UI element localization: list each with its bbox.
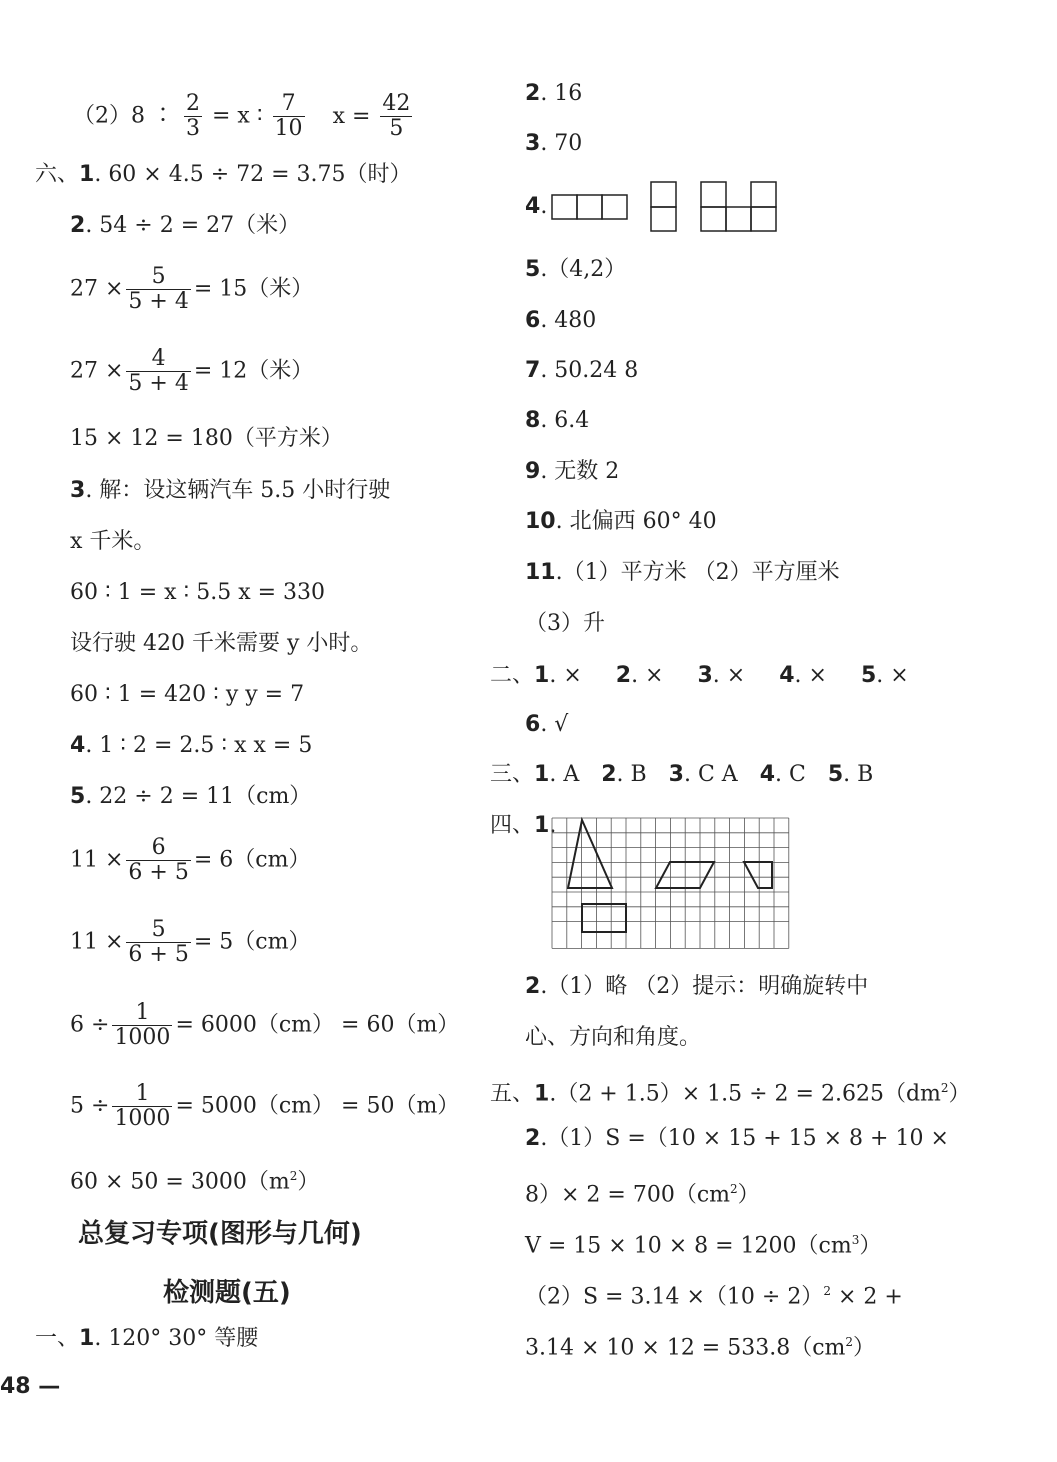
answer-line: [525, 1125, 949, 1153]
text: = 6000（cm） = 60（m）: [175, 1012, 460, 1038]
answer-line: [70, 681, 304, 709]
question-number: 9: [525, 459, 541, 484]
text: . 1 ∶ 2 = 2.5 ∶ x x = 5: [85, 733, 313, 758]
numerator: 6: [126, 836, 190, 861]
text: . 北偏西 60° 40: [555, 509, 717, 534]
superscript: 2: [940, 1081, 949, 1095]
answer-line: [70, 918, 310, 967]
answer-line: [490, 812, 556, 840]
denominator: 1000: [114, 1106, 171, 1131]
answer-line: [525, 1175, 760, 1209]
numerator: 1: [112, 1082, 172, 1107]
fraction: [273, 92, 305, 141]
superscript: 3: [851, 1233, 860, 1247]
question-number: 2: [70, 213, 86, 238]
text: 6 ÷: [70, 1012, 110, 1038]
text: . B: [616, 762, 647, 787]
text: . B: [843, 762, 874, 787]
answer-line: [525, 559, 840, 587]
text: . 50.24 8: [540, 358, 639, 383]
section-label: 三、: [490, 762, 535, 787]
answer-line: [70, 836, 310, 885]
text: ）: [948, 1081, 971, 1107]
answer-line: [525, 80, 582, 108]
answer-line: [525, 407, 589, 435]
question-number: 4: [779, 663, 795, 688]
denominator: 10: [274, 116, 303, 141]
text: = 15（米）: [193, 276, 314, 302]
section-heading: 总复习专项(图形与几何): [78, 1219, 362, 1249]
text: . 22 ÷ 2 = 11（cm）: [85, 784, 312, 809]
fraction: [126, 265, 190, 314]
page-number: 48 —: [0, 1374, 61, 1399]
front-view-diagram: [552, 195, 627, 219]
answer-line: [70, 1001, 459, 1050]
superscript: 2: [730, 1182, 738, 1196]
denominator: 5 + 4: [128, 371, 189, 396]
question-number: 5: [827, 762, 844, 787]
text: .: [540, 194, 548, 219]
answer-line: [525, 973, 868, 1001]
answer-line: [70, 425, 343, 453]
answer-line: [70, 528, 155, 556]
text: .（1）S =（10 × 15 + 15 × 8 + 10 ×: [540, 1126, 949, 1151]
text: = x ∶: [212, 103, 263, 129]
numerator: 5: [126, 265, 190, 290]
question-number: 8: [525, 408, 541, 433]
text: ）: [297, 1169, 320, 1195]
text: = 5000（cm） = 50（m）: [175, 1093, 460, 1119]
section-label: 四、: [490, 813, 535, 838]
superscript: 2: [289, 1169, 298, 1183]
numerator: 5: [126, 918, 190, 943]
answer-line: [70, 477, 390, 505]
text: . 无数 2: [540, 459, 620, 484]
text: . 解：设这辆汽车 5.5 小时行驶: [85, 478, 391, 503]
answer-line: [70, 1082, 459, 1131]
text: （2）S = 3.14 ×（10 ÷ 2）: [525, 1284, 824, 1310]
denominator: 6 + 5: [128, 860, 189, 885]
text: ）: [859, 1233, 882, 1259]
fraction: [380, 92, 412, 141]
text: 27 ×: [70, 276, 124, 302]
question-number: 1: [534, 813, 550, 838]
text: 11 ×: [70, 847, 124, 873]
answer-line: [525, 307, 596, 335]
text: . C A: [683, 762, 738, 787]
text: .: [549, 813, 557, 838]
fraction: [112, 1082, 172, 1131]
answer-line: [35, 161, 412, 189]
grid-figure: [552, 818, 790, 950]
question-number: 2: [525, 1126, 541, 1151]
fraction: [126, 836, 190, 885]
text: = 12（米）: [193, 358, 314, 384]
denominator: 5 + 4: [128, 289, 189, 314]
text: 8）× 2 = 700（cm: [525, 1182, 731, 1208]
answer-line: [70, 347, 313, 396]
answer-line: [490, 1074, 971, 1108]
text: = 5（cm）: [193, 929, 311, 955]
side-view-diagram: [651, 182, 676, 231]
answer-line: [70, 630, 372, 658]
text: x 千米。: [70, 529, 156, 554]
text: 心、方向和角度。: [525, 1025, 702, 1050]
answer-line: [525, 610, 605, 638]
question-number: 7: [525, 358, 541, 383]
text: . ×: [876, 663, 909, 688]
text: .（2 + 1.5）× 1.5 ÷ 2 = 2.625（dm: [549, 1081, 941, 1107]
fraction: [126, 918, 190, 967]
question-number: 2: [525, 974, 541, 999]
question-number: 6: [525, 712, 541, 737]
fraction: [184, 92, 202, 141]
text: . ×: [549, 663, 582, 688]
text: ）: [737, 1182, 760, 1208]
text: （3）升: [525, 611, 605, 636]
answer-line: [70, 732, 312, 760]
question-number: 4: [70, 733, 86, 758]
text: V = 15 × 10 × 8 = 1200（cm: [525, 1233, 852, 1259]
section-label: 二、: [490, 663, 535, 688]
section-label: 五、: [490, 1081, 535, 1107]
trapezoid-shape: [744, 862, 772, 888]
question-number: 3: [70, 478, 86, 503]
answer-line: [490, 662, 909, 690]
answer-line: [525, 130, 582, 158]
answer-line: [70, 212, 300, 240]
answer-line: [525, 1277, 903, 1311]
text: ）: [853, 1335, 876, 1361]
text: 设行驶 420 千米需要 y 小时。: [70, 631, 373, 656]
text: 60 ∶ 1 = 420 ∶ y y = 7: [70, 682, 305, 707]
answer-line: [73, 92, 415, 141]
denominator: 6 + 5: [128, 942, 189, 967]
text: .（1）平方米 （2）平方厘米: [555, 560, 840, 585]
question-number: 2: [601, 762, 617, 787]
text: = 6（cm）: [193, 847, 311, 873]
question-number: 4: [525, 194, 541, 219]
question-number: 10: [525, 509, 556, 534]
numerator: 7: [273, 92, 305, 117]
text: x =: [332, 103, 371, 129]
text: . A: [549, 762, 580, 787]
superscript: 2: [845, 1335, 854, 1349]
question-number: 1: [534, 663, 550, 688]
question-number: 5: [525, 257, 541, 282]
question-number: 3: [697, 663, 713, 688]
question-number: 5: [70, 784, 86, 809]
top-view-diagram: [701, 182, 776, 231]
text: 5 ÷: [70, 1093, 110, 1119]
answer-line: [525, 1226, 881, 1260]
text: . √: [540, 712, 569, 737]
text: 3.14 × 10 × 12 = 533.8（cm: [525, 1335, 846, 1361]
answer-line: [525, 1024, 701, 1052]
answer-line: [70, 783, 311, 811]
answer-line: [70, 579, 325, 607]
text: 15 × 12 = 180（平方米）: [70, 426, 343, 451]
numerator: 2: [186, 91, 200, 116]
question-number: 1: [534, 762, 550, 787]
question-number: 1: [79, 1326, 95, 1351]
text: . 120° 30° 等腰: [94, 1326, 259, 1351]
text: . 54 ÷ 2 = 27（米）: [85, 213, 301, 238]
fraction: [112, 1001, 172, 1050]
text: . 16: [540, 81, 583, 106]
question-number: 3: [525, 131, 541, 156]
question-number: 5: [860, 663, 877, 688]
text: 27 ×: [70, 358, 124, 384]
answer-line: [70, 265, 313, 314]
superscript: 2: [823, 1284, 831, 1298]
question-number: 6: [525, 308, 541, 333]
text: . ×: [631, 663, 664, 688]
section-label: 六、: [35, 162, 80, 187]
answer-line: [525, 508, 717, 536]
question-number: 3: [668, 762, 684, 787]
text: . C: [775, 762, 806, 787]
text: . ×: [712, 663, 746, 688]
answer-line: [525, 357, 638, 385]
denominator: 5: [389, 116, 404, 141]
text: 60 × 50 = 3000（m: [70, 1169, 290, 1195]
fraction: [126, 347, 190, 396]
view-diagrams: [550, 180, 780, 235]
question-number: 2: [615, 663, 632, 688]
answer-line: [490, 761, 873, 789]
question-number: 1: [534, 1081, 550, 1107]
answer-line: [525, 256, 626, 284]
text: 11 ×: [70, 929, 124, 955]
text: × 2 +: [830, 1284, 903, 1310]
answer-line: [525, 711, 568, 739]
grid-lines: [552, 818, 789, 948]
answer-line: [525, 458, 619, 486]
answer-line: [525, 193, 547, 221]
numerator: 4: [126, 347, 190, 372]
answer-line: [35, 1325, 258, 1353]
section-subheading: 检测题(五): [163, 1278, 291, 1308]
text: . 6.4: [540, 408, 590, 433]
numerator: 1: [112, 1001, 172, 1026]
text: . 60 × 4.5 ÷ 72 = 3.75（时）: [94, 162, 412, 187]
denominator: 1000: [114, 1025, 171, 1050]
text: . ×: [794, 663, 827, 688]
answer-line: [70, 1162, 319, 1196]
text: .（1）略 （2）提示：明确旋转中: [540, 974, 869, 999]
section-label: 一、: [35, 1326, 80, 1351]
triangle-shape: [568, 820, 612, 888]
text: . 70: [540, 131, 583, 156]
question-number: 11: [525, 560, 556, 585]
numerator: 42: [382, 91, 411, 116]
text: .（4,2）: [540, 257, 627, 282]
question-number: 1: [79, 162, 95, 187]
question-number: 4: [759, 762, 775, 787]
text: （2）8 ∶: [73, 103, 174, 129]
answer-line: [525, 1328, 875, 1362]
denominator: 3: [186, 116, 200, 141]
text: 60 ∶ 1 = x ∶ 5.5 x = 330: [70, 580, 326, 605]
text: . 480: [540, 308, 597, 333]
question-number: 2: [525, 81, 541, 106]
rectangle-shape: [582, 904, 626, 932]
